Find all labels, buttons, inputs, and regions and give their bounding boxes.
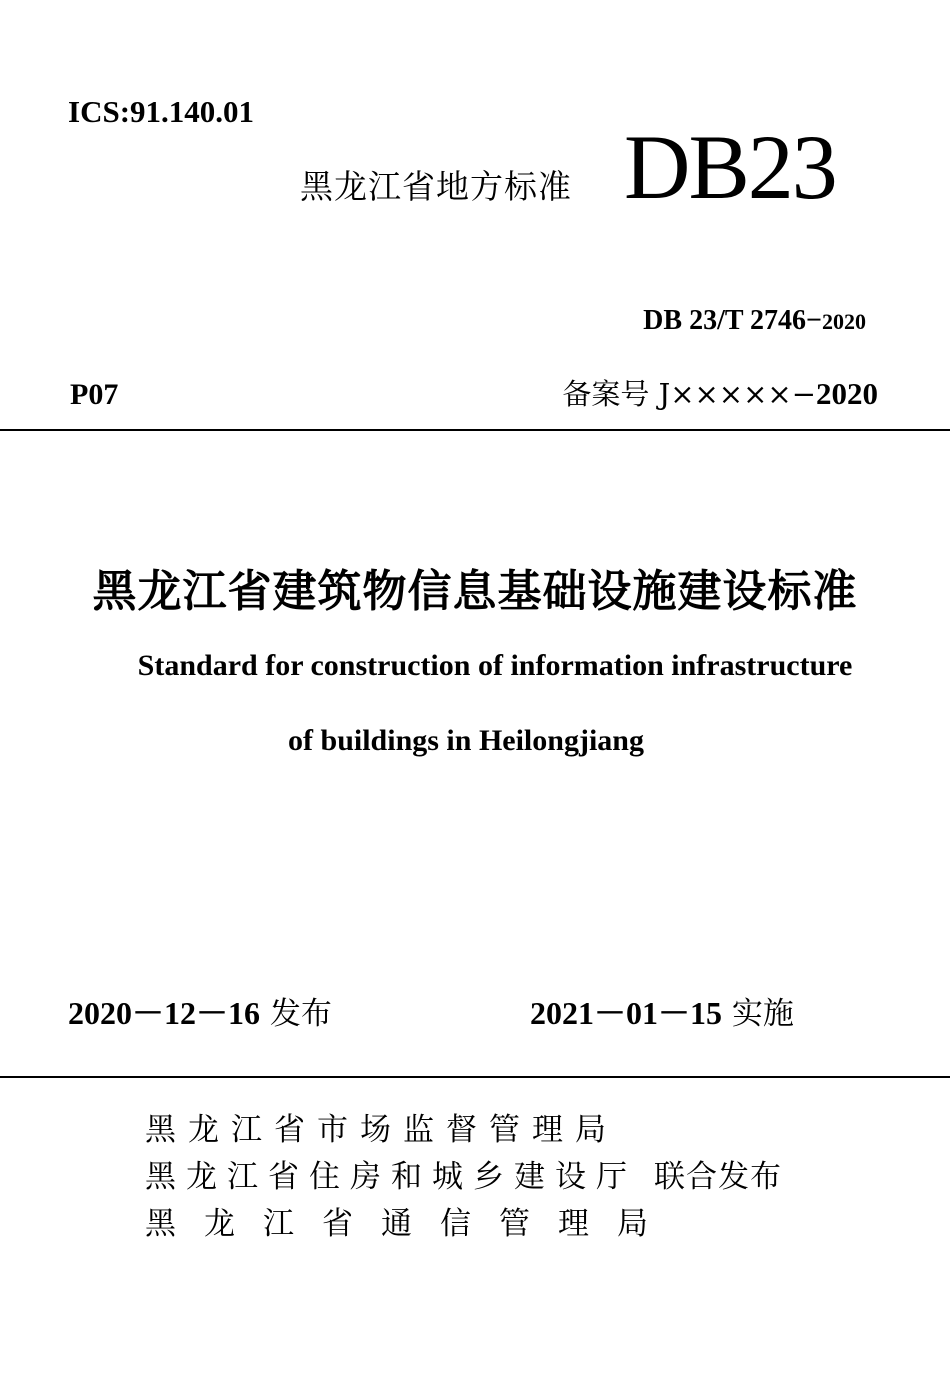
standard-number [643, 302, 866, 341]
issue-date-value: 2020－12－16 [68, 995, 261, 1031]
title-chinese: 黑龙江省建筑物信息基础设施建设标准 [92, 566, 858, 617]
implement-date-label: 实施 [722, 996, 794, 1032]
implement-date [530, 990, 794, 1037]
bottom-divider [0, 1076, 950, 1078]
issuer-line-3: 黑龙江省通信管理局 [145, 1206, 676, 1242]
standard-number-dash: − [806, 305, 822, 336]
issuer-line-2: 黑龙江省住房和城乡建设厅 [145, 1159, 637, 1195]
local-standard-label: 黑龙江省地方标准 [300, 167, 572, 206]
joint-issue-label: 联合发布 [654, 1159, 782, 1195]
classification-code: P07 [70, 378, 119, 411]
db-code: DB23 [624, 116, 836, 218]
issue-date [68, 990, 332, 1037]
record-year: 2020 [816, 376, 878, 411]
top-divider [0, 429, 950, 431]
issue-date-label: 发布 [260, 996, 332, 1032]
standard-number-main: DB 23/T 2746 [643, 305, 807, 336]
issuer-line-1: 黑龙江省市场监督管理局 [145, 1112, 618, 1148]
record-number [562, 372, 878, 416]
standard-number-year: 2020 [822, 309, 866, 334]
record-label: 备案号 J×××××− [562, 377, 816, 411]
title-english-line2: of buildings in Heilongjiang [288, 724, 644, 757]
ics-code: ICS:91.140.01 [68, 94, 255, 129]
title-english-line1: Standard for construction of information infrastructure [137, 649, 853, 682]
implement-date-value: 2021－01－15 [530, 995, 723, 1031]
